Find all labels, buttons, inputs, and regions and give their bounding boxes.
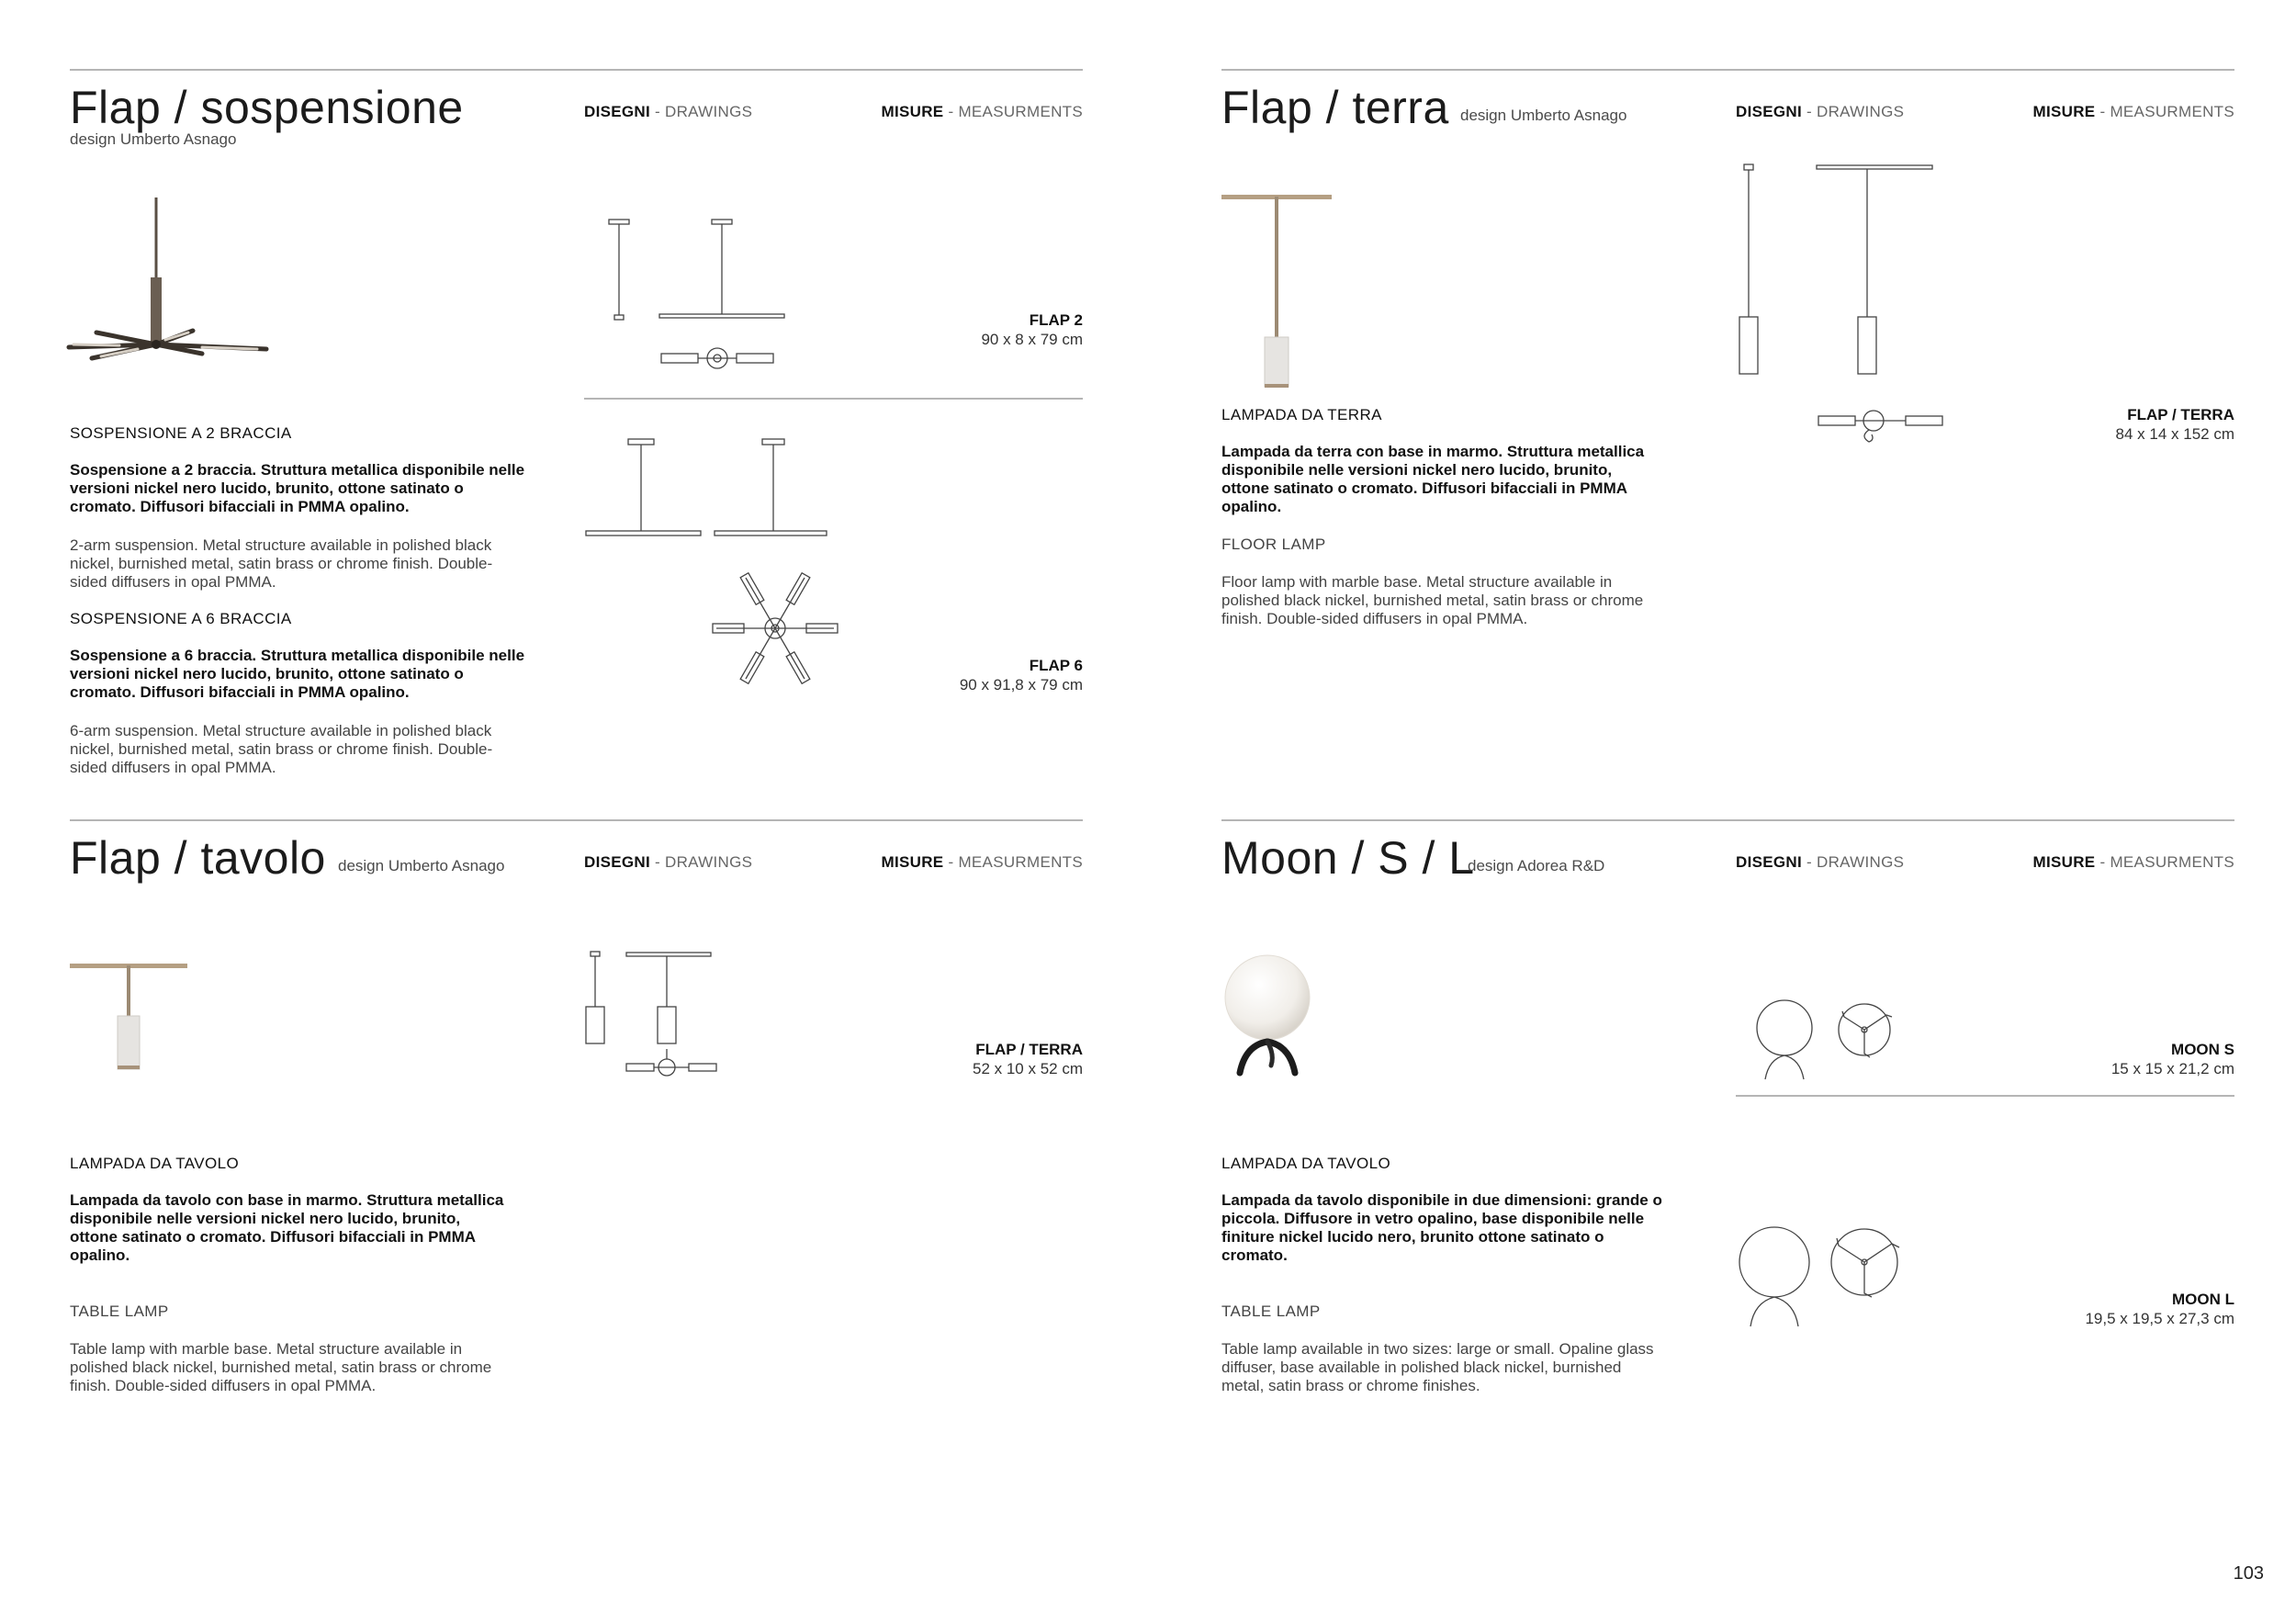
measurements-header: MISURE - MEASURMENTS xyxy=(881,853,1083,871)
model-dims-flap-6: 90 x 91,8 x 79 cm xyxy=(959,676,1083,694)
page-number: 103 xyxy=(2233,1563,2264,1584)
model-dims-moon-l: 19,5 x 19,5 x 27,3 cm xyxy=(2085,1310,2234,1327)
drawings-header: DISEGNI - DRAWINGS xyxy=(584,853,753,871)
section-divider xyxy=(1221,69,2234,71)
model-divider xyxy=(584,398,1083,400)
model-name-moon-s: MOON S xyxy=(2171,1041,2234,1058)
description-it-6-arm: Sospensione a 6 braccia. Struttura metallica disponibile nelle versioni nickel nero lucido, brunito, ottone satinato o cromato. Diffusori bifacciali in PMMA opalino. xyxy=(70,647,525,701)
model-name-flap-6: FLAP 6 xyxy=(1029,657,1083,674)
drawings-header: DISEGNI - DRAWINGS xyxy=(584,103,753,120)
flap-6-drawing xyxy=(582,435,830,693)
drawings-header: DISEGNI - DRAWINGS xyxy=(1736,853,1905,871)
description-it-moon: Lampada da tavolo disponibile in due dimensioni: grande o piccola. Diffusore in vetro opalino, base disponibile nelle finiture nickel lucido nero, brunito ottone satinato o cromato. xyxy=(1221,1191,1662,1264)
model-dims-flap-terra: 84 x 14 x 152 cm xyxy=(2115,425,2234,443)
moon-s-drawing xyxy=(1754,997,1929,1084)
model-name-flap-terra: FLAP / TERRA xyxy=(2127,406,2234,423)
measurements-header: MISURE - MEASURMENTS xyxy=(2032,853,2234,871)
flap-suspension-photo xyxy=(64,193,276,367)
section-divider xyxy=(70,69,1083,71)
subheading-moon: LAMPADA DA TAVOLO xyxy=(1221,1155,1391,1172)
section-title-moon: Moon / S / L xyxy=(1221,832,1475,884)
section-title-flap-sospensione: Flap / sospensione xyxy=(70,82,464,133)
description-it-floor-lamp: Lampada da terra con base in marmo. Struttura metallica disponibile nelle versioni nickel nero lucido, brunito, ottone satinato o cromato. Diffusori bifacciali in PMMA opalino. xyxy=(1221,443,1645,515)
model-dims-flap-tavolo: 52 x 10 x 52 cm xyxy=(972,1060,1083,1077)
flap-floor-lamp-photo xyxy=(1220,188,1339,390)
moon-l-drawing xyxy=(1736,1224,1910,1334)
subheading-table-lamp: LAMPADA DA TAVOLO xyxy=(70,1155,240,1172)
section-divider xyxy=(70,819,1083,821)
model-name-moon-l: MOON L xyxy=(2172,1291,2234,1308)
subheading-floor-lamp: LAMPADA DA TERRA xyxy=(1221,406,1382,423)
subheading-6-arm: SOSPENSIONE A 6 BRACCIA xyxy=(70,610,292,627)
description-en-table-lamp: Table lamp with marble base. Metal structure available in polished black nickel, burnished metal, satin brass or chrome finish. Double-sided diffusers in opal PMMA. xyxy=(70,1340,492,1394)
moon-lamp-photo xyxy=(1220,946,1348,1084)
section-title-flap-terra: Flap / terra xyxy=(1221,82,1449,133)
description-en-6-arm: 6-arm suspension. Metal structure available in polished black nickel, burnished metal, satin brass or chrome finish. Double-sided diffusers in opal PMMA. xyxy=(70,722,493,776)
model-divider xyxy=(1736,1095,2234,1097)
flap-table-lamp-drawing xyxy=(579,948,726,1081)
description-en-floor-lamp: Floor lamp with marble base. Metal structure available in polished black nickel, burnished metal, satin brass or chrome finish. Double-sided diffusers in opal PMMA. xyxy=(1221,573,1644,627)
model-dims-moon-s: 15 x 15 x 21,2 cm xyxy=(2110,1060,2234,1077)
designer-credit: design Umberto Asnago xyxy=(338,857,505,874)
description-it-table-lamp: Lampada da tavolo con base in marmo. Struttura metallica disponibile nelle versioni nickel nero lucido, brunito, ottone satinato o cromato. Diffusori bifacciali in PMMA opalino. xyxy=(70,1191,504,1264)
description-en-2-arm: 2-arm suspension. Metal structure available in polished black nickel, burnished metal, satin brass or chrome finish. Double-sided diffusers in opal PMMA. xyxy=(70,536,493,591)
designer-credit: design Umberto Asnago xyxy=(1460,107,1627,124)
flap-2-drawing xyxy=(602,216,785,372)
designer-credit: design Adorea R&D xyxy=(1468,857,1605,874)
subheading-en-table-lamp: TABLE LAMP xyxy=(70,1303,169,1320)
subheading-en-floor-lamp: FLOOR LAMP xyxy=(1221,536,1326,553)
flap-floor-lamp-drawing xyxy=(1731,161,1952,455)
measurements-header: MISURE - MEASURMENTS xyxy=(2032,103,2234,120)
model-name-flap-tavolo: FLAP / TERRA xyxy=(975,1041,1083,1058)
section-divider xyxy=(1221,819,2234,821)
description-it-2-arm: Sospensione a 2 braccia. Struttura metallica disponibile nelle versioni nickel nero lucido, brunito, ottone satinato o cromato. Diffusori bifacciali in PMMA opalino. xyxy=(70,461,525,515)
drawings-header: DISEGNI - DRAWINGS xyxy=(1736,103,1905,120)
description-en-moon: Table lamp available in two sizes: large or small. Opaline glass diffuser, base available in polished black nickel, burnished metal, satin brass or chrome finishes. xyxy=(1221,1340,1654,1394)
subheading-en-moon: TABLE LAMP xyxy=(1221,1303,1321,1320)
section-title-flap-tavolo: Flap / tavolo xyxy=(70,832,326,884)
designer-credit: design Umberto Asnago xyxy=(70,130,237,148)
subheading-2-arm: SOSPENSIONE A 2 BRACCIA xyxy=(70,424,292,442)
model-name-flap-2: FLAP 2 xyxy=(1029,311,1083,329)
model-dims-flap-2: 90 x 8 x 79 cm xyxy=(981,331,1083,348)
measurements-header: MISURE - MEASURMENTS xyxy=(881,103,1083,120)
flap-table-lamp-photo xyxy=(68,955,197,1084)
